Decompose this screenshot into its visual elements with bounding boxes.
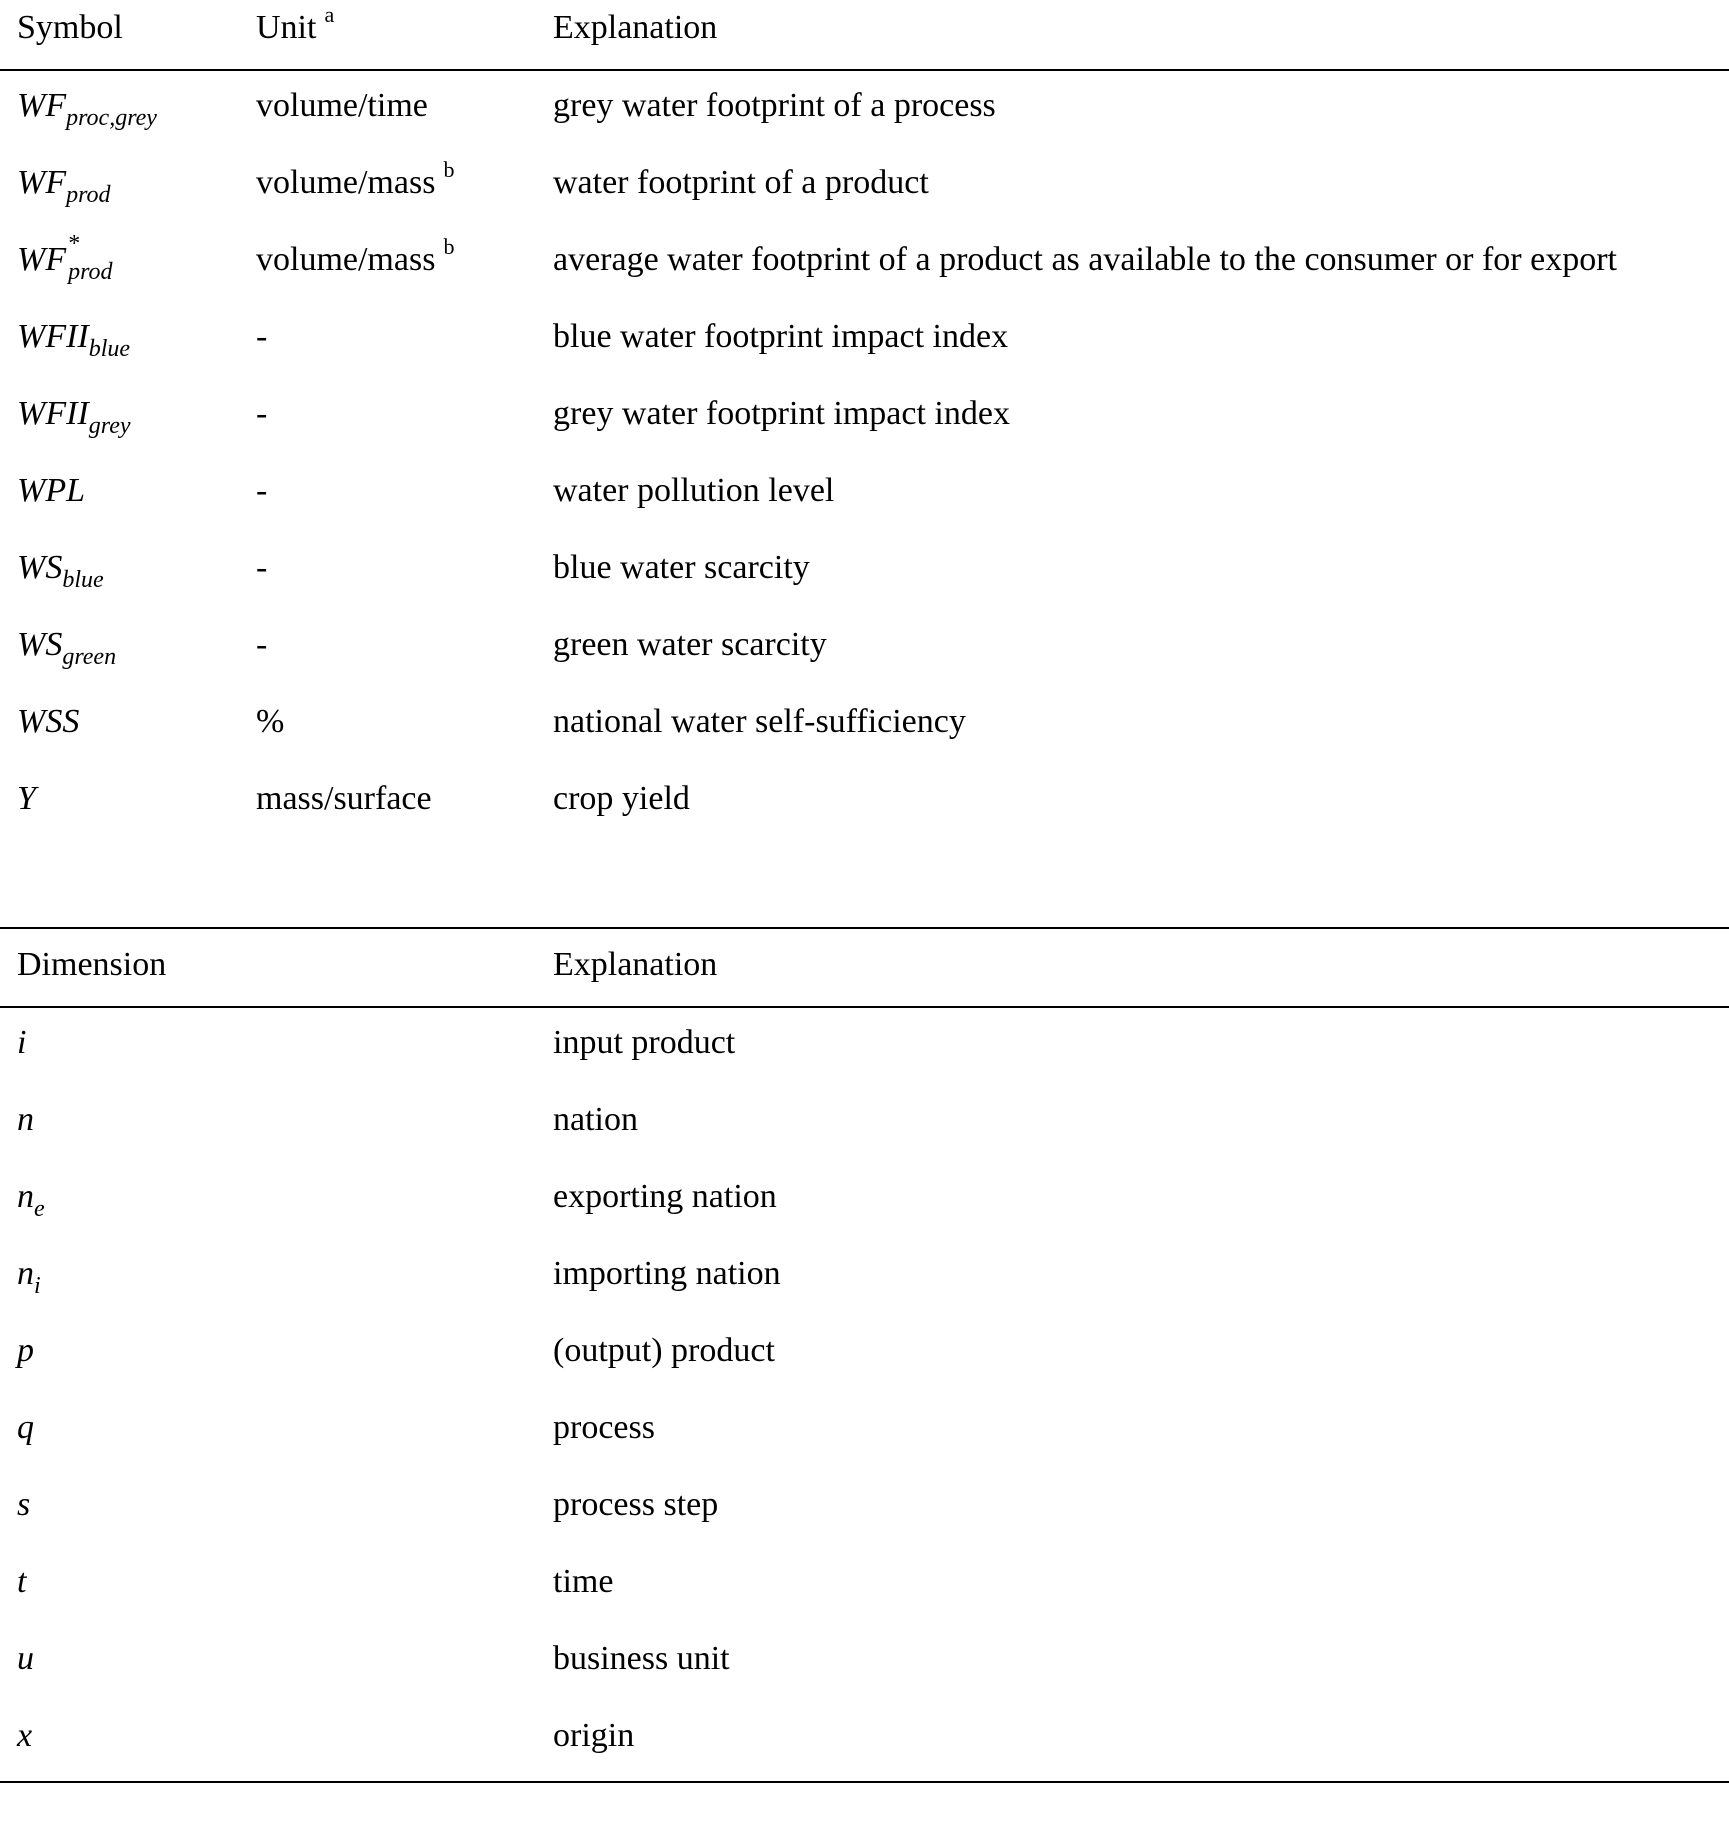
symbol-subscript: proc,grey <box>66 105 157 131</box>
dimension-row <box>0 1023 1729 1063</box>
dimension-row <box>0 1177 1729 1222</box>
dimensions-header-rule <box>0 1006 1729 1008</box>
explanation-column-header: Explanation <box>553 946 718 983</box>
dimension-base: n <box>17 1255 34 1292</box>
unit-header-label: Unit <box>256 9 317 46</box>
dimension-symbol-cell <box>17 1100 34 1140</box>
unit-value: - <box>256 395 268 432</box>
unit-header-footnote: a <box>324 2 335 27</box>
unit-value: - <box>256 626 268 663</box>
unit-cell <box>256 157 455 203</box>
unit-cell <box>256 86 428 126</box>
symbol-base: WS <box>17 549 63 586</box>
dimension-symbol-cell <box>17 1639 34 1679</box>
explanation-cell: input product <box>553 1024 736 1061</box>
explanation-cell: process step <box>553 1486 719 1523</box>
symbol-row <box>0 157 1729 208</box>
unit-cell <box>256 702 284 742</box>
dimension-symbol-cell <box>17 1716 32 1756</box>
explanation-cell: blue water footprint impact index <box>553 318 1009 355</box>
dimensions-header-row <box>0 945 1729 985</box>
dimension-base: n <box>17 1178 34 1215</box>
symbol-base: WF <box>17 241 67 278</box>
symbol-row <box>0 702 1729 742</box>
unit-value: - <box>256 472 268 509</box>
symbol-column-header: Symbol <box>17 9 123 46</box>
dimension-symbol-cell <box>17 1023 26 1063</box>
unit-footnote: b <box>443 157 455 182</box>
explanation-cell: average water footprint of a product as available to the consumer or for export <box>553 241 1617 278</box>
symbol-subscript: blue <box>62 567 104 593</box>
unit-cell <box>256 394 267 434</box>
dimension-base: p <box>17 1332 34 1369</box>
explanation-cell: grey water footprint of a process <box>553 87 996 124</box>
explanation-cell: green water scarcity <box>553 626 827 663</box>
symbol-base: WSS <box>17 703 80 740</box>
symbols-header-rule <box>0 69 1729 71</box>
symbol-row <box>0 779 1729 819</box>
explanation-cell: water pollution level <box>553 472 835 509</box>
unit-value: % <box>256 703 285 740</box>
unit-value: volume/time <box>256 87 428 124</box>
explanation-cell: blue water scarcity <box>553 549 810 586</box>
explanation-cell: nation <box>553 1101 638 1138</box>
dimension-symbol-cell <box>17 1408 34 1448</box>
explanation-cell: origin <box>553 1717 635 1754</box>
explanation-cell: water footprint of a product <box>553 164 929 201</box>
explanation-cell: time <box>553 1563 614 1600</box>
symbol-subscript: prod <box>66 182 111 208</box>
dimensions-bottom-rule <box>0 1781 1729 1783</box>
symbol-cell <box>17 163 111 208</box>
symbol-base: WPL <box>17 472 85 509</box>
symbol-subscript: grey <box>88 413 131 439</box>
dimension-row <box>0 1639 1729 1679</box>
symbol-cell <box>17 548 104 593</box>
explanation-cell: national water self-sufficiency <box>553 703 966 740</box>
symbols-header-row <box>0 2 1729 48</box>
symbol-base: WF <box>17 164 67 201</box>
unit-footnote: b <box>443 234 455 259</box>
dimension-row <box>0 1716 1729 1756</box>
explanation-cell: importing nation <box>553 1255 781 1292</box>
unit-column-header <box>256 2 335 48</box>
dimension-row <box>0 1100 1729 1140</box>
symbol-subscript: green <box>62 644 117 670</box>
dimension-symbol-cell <box>17 1177 45 1222</box>
dimension-base: n <box>17 1101 34 1138</box>
dimension-symbol-cell <box>17 1485 30 1525</box>
dimension-base: x <box>17 1717 33 1754</box>
explanation-cell: crop yield <box>553 780 690 817</box>
unit-value: mass/surface <box>256 780 432 817</box>
dimension-base: s <box>17 1486 31 1523</box>
dimension-symbol-cell <box>17 1331 34 1371</box>
dimension-row <box>0 1254 1729 1299</box>
dimension-subscript: e <box>34 1196 45 1222</box>
dimension-symbol-cell <box>17 1254 41 1299</box>
explanation-cell: exporting nation <box>553 1178 777 1215</box>
explanation-cell: process <box>553 1409 655 1446</box>
unit-cell <box>256 548 267 588</box>
symbol-base: WFII <box>17 395 89 432</box>
symbol-base: Y <box>17 780 36 817</box>
dimension-row <box>0 1408 1729 1448</box>
symbol-cell <box>17 625 117 670</box>
symbol-base: WFII <box>17 318 89 355</box>
explanation-column-header: Explanation <box>553 9 718 46</box>
symbol-cell <box>17 471 85 511</box>
symbol-subscript: prod <box>68 259 113 285</box>
dimension-base: q <box>17 1409 34 1446</box>
symbol-cell <box>17 317 131 362</box>
dimension-row <box>0 1562 1729 1602</box>
symbol-row <box>0 394 1729 439</box>
symbol-cell <box>17 702 79 742</box>
symbol-subscript: blue <box>88 336 131 362</box>
dimension-symbol-cell <box>17 1562 26 1602</box>
dimensions-top-rule <box>0 927 1729 929</box>
unit-cell <box>256 625 267 665</box>
explanation-cell: grey water footprint impact index <box>553 395 1010 432</box>
unit-value: volume/mass <box>256 164 436 201</box>
symbol-cell <box>17 779 36 819</box>
explanation-cell: (output) product <box>553 1332 775 1369</box>
dimension-row <box>0 1485 1729 1525</box>
unit-cell <box>256 234 455 280</box>
explanation-cell: business unit <box>553 1640 730 1677</box>
dimension-base: t <box>17 1563 27 1600</box>
symbol-row <box>0 625 1729 670</box>
symbol-cell <box>17 394 131 439</box>
symbol-row <box>0 231 1729 285</box>
symbol-base: WF <box>17 87 67 124</box>
dimension-row <box>0 1331 1729 1371</box>
symbol-row <box>0 317 1729 362</box>
symbol-base: WS <box>17 626 63 663</box>
unit-value: volume/mass <box>256 241 436 278</box>
dimension-base: u <box>17 1640 34 1677</box>
dimension-column-header: Dimension <box>17 946 167 983</box>
dimension-base: i <box>17 1024 27 1061</box>
symbol-row <box>0 548 1729 593</box>
symbol-cell: WF * $_{prod}$ <box>17 231 113 285</box>
symbol-row <box>0 86 1729 131</box>
unit-value: - <box>256 318 268 355</box>
unit-cell <box>256 779 432 819</box>
symbol-cell <box>17 86 157 131</box>
unit-value: - <box>256 549 268 586</box>
unit-cell <box>256 471 267 511</box>
dimension-subscript: i <box>34 1273 41 1299</box>
symbol-row <box>0 471 1729 511</box>
unit-cell <box>256 317 267 357</box>
